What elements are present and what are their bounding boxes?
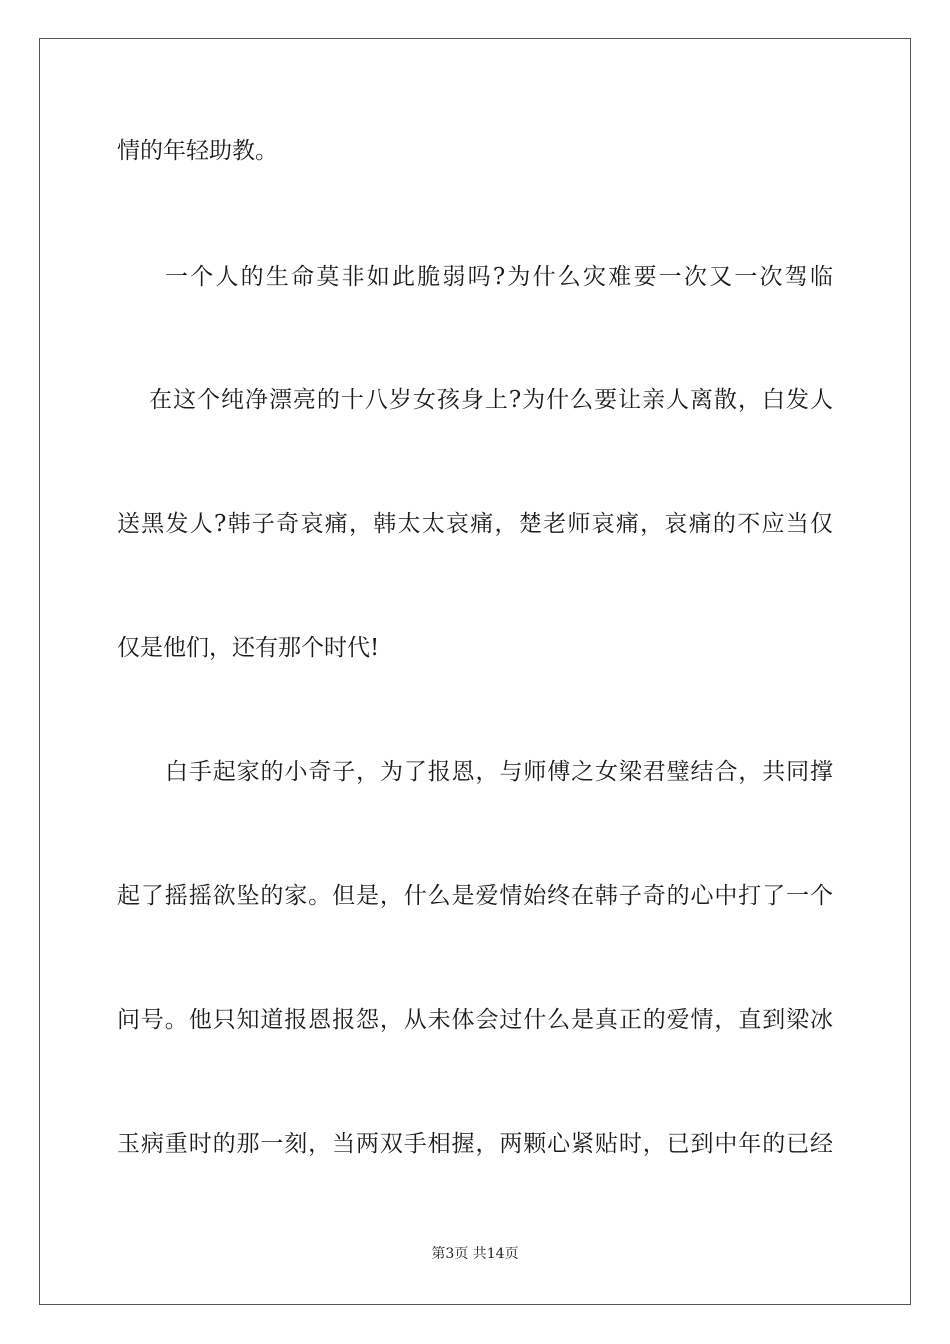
page-number-footer: 第3页 共14页 — [431, 1246, 519, 1262]
paragraph-line-5: 仅是他们，还有那个时代! — [117, 635, 380, 661]
paragraph-line-4: 送黑发人?韩子奇哀痛，韩太太哀痛，楚老师哀痛，哀痛的不应当仅 — [117, 511, 833, 537]
paragraph-line-1: 情的年轻助教。 — [117, 138, 278, 164]
paragraph-line-9: 玉病重时的那一刻，当两双手相握，两颗心紧贴时，已到中年的已经 — [117, 1131, 833, 1157]
paragraph-line-6: 白手起家的小奇子，为了报恩，与师傅之女梁君璧结合，共同撑 — [165, 759, 833, 785]
paragraph-line-2: 一个人的生命莫非如此脆弱吗?为什么灾难要一次又一次驾临 — [165, 264, 833, 290]
page-border — [39, 38, 911, 1305]
paragraph-line-3: 在这个纯净漂亮的十八岁女孩身上?为什么要让亲人离散，白发人 — [149, 387, 833, 413]
paragraph-line-7: 起了摇摇欲坠的家。但是，什么是爱情始终在韩子奇的心中打了一个 — [117, 883, 833, 909]
paragraph-line-8: 问号。他只知道报恩报怨，从未体会过什么是真正的爱情，直到梁冰 — [117, 1007, 833, 1033]
